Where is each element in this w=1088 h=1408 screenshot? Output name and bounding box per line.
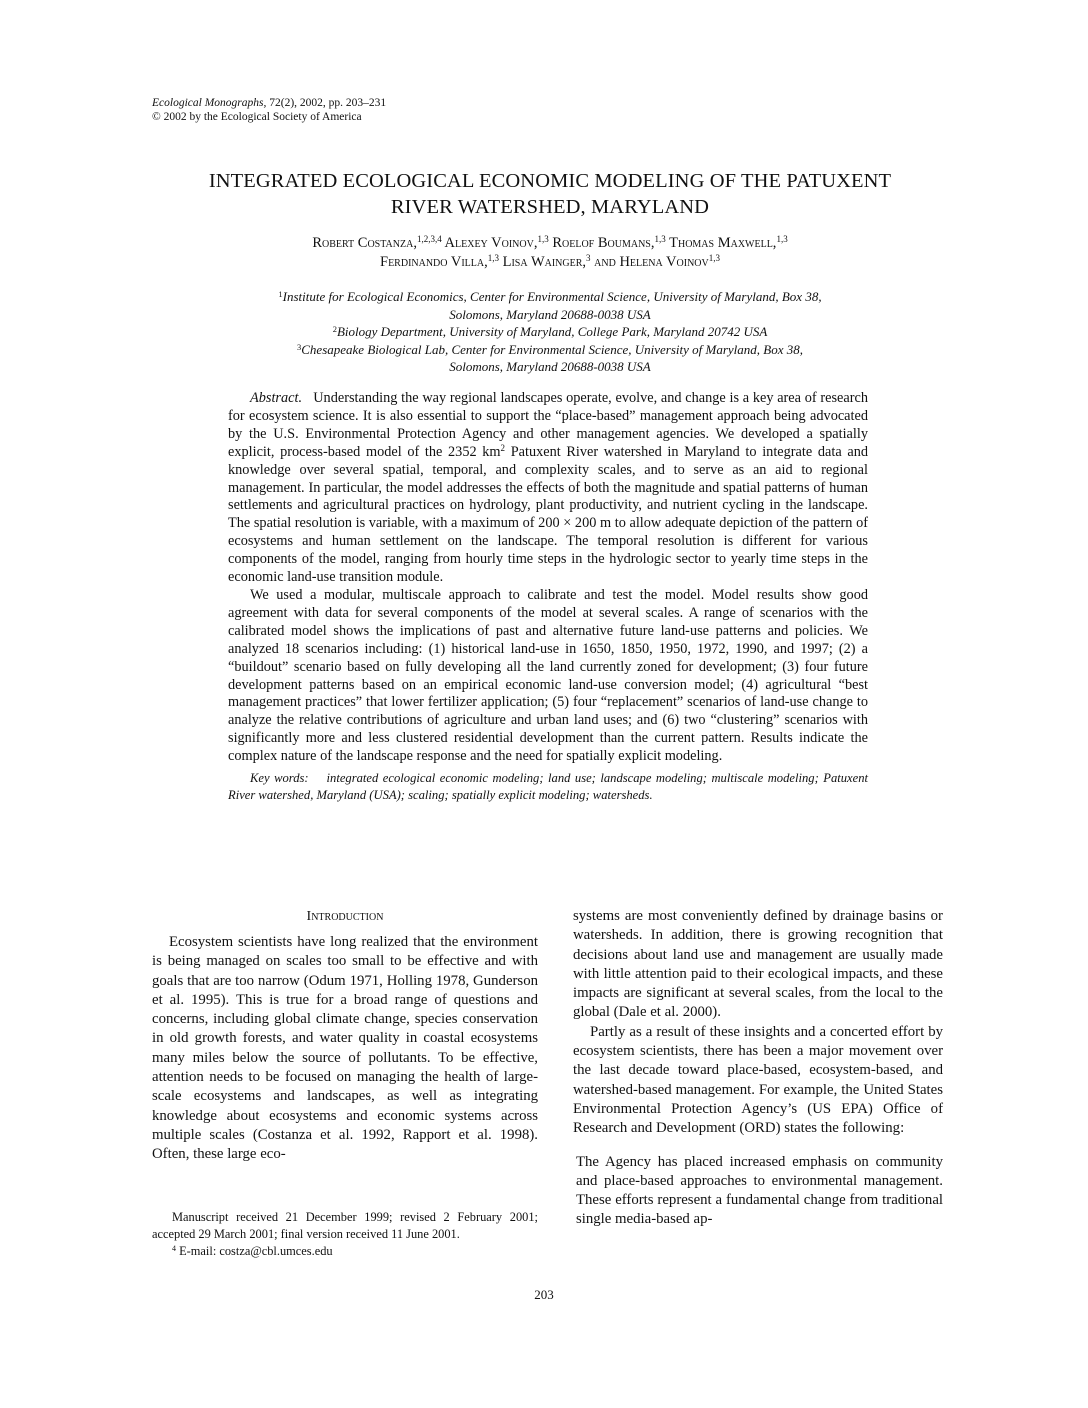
abstract-paragraph-1 [228, 390, 868, 587]
block-quote: The Agency has placed increased emphasis on community and place-based approaches to environmental management. These efforts represent a fundamental change from traditional single media-based ap- [576, 1153, 943, 1228]
journal-citation [152, 96, 386, 110]
keywords [228, 770, 868, 804]
affiliation-marker: 1 [278, 289, 283, 299]
affiliations [140, 288, 960, 376]
journal-details: 72(2), 2002, pp. 203–231 [266, 97, 387, 109]
journal-header [152, 96, 386, 124]
author-name: Ferdinando Villa, [380, 254, 488, 270]
author-name: Robert Costanza, [312, 235, 417, 251]
affiliation-text: Chesapeake Biological Lab, Center for Environmental Science, University of Maryland, Box 38, [301, 341, 803, 357]
keywords-text: integrated ecological economic modeling; land use; landscape modeling; multiscale modeling; Patuxent River watershed, Maryland (USA); scaling; spatially explicit modeling; watersheds. [228, 771, 869, 803]
affiliation-2 [140, 323, 960, 341]
title-line-1: INTEGRATED ECOLOGICAL ECONOMIC MODELING OF THE PATUXENT [208, 170, 892, 192]
footnote-marker: 4 [172, 1244, 176, 1253]
left-column [152, 907, 538, 1165]
body-paragraph: systems are most conveniently defined by drainage basins or watersheds. In addition, there is growing recognition that decisions about land use and management are usually made with little attention paid to their ecological impacts, and these impacts are significant at several scales, from the local to the global (Dale et al. 2000). [573, 908, 943, 1021]
abstract-text: Understanding the way regional landscapes operate, evolve, and change is a key area of research for ecosystem science. It is also essential to support the “place-based” management approach being advocated by the U.S. Environmental Protection Agency and other management agencies. We developed a spatially explicit, process-based model of the 2352 km [228, 390, 868, 460]
author-affil-ref: 3 [586, 253, 591, 263]
affiliation-text: Institute for Ecological Economics, Center for Environmental Science, University of Maryland, Box 38, [282, 289, 822, 304]
keywords-label: Key words: [250, 771, 309, 786]
email-footnote [152, 1243, 538, 1260]
author-name: and Helena Voinov [594, 254, 709, 270]
section-heading-introduction: Introduction [306, 909, 384, 924]
abstract-label: Abstract. [250, 390, 303, 406]
abstract [228, 390, 868, 804]
authors-line-2 [140, 253, 960, 272]
author-affil-ref: 1,3 [776, 234, 788, 244]
author-name: Roelof Boumans, [552, 235, 655, 251]
author-name: Thomas Maxwell, [669, 235, 777, 251]
affiliation-1-cont: Solomons, Maryland 20688-0038 USA [449, 306, 651, 322]
author-list [140, 234, 960, 272]
manuscript-dates: Manuscript received 21 December 1999; revised 2 February 2001; accepted 29 March 2001; final version received 11 June 2001. [152, 1210, 538, 1241]
title-line-2: RIVER WATERSHED, MARYLAND [390, 196, 710, 218]
email-text[interactable]: E-mail: costza@cbl.umces.edu [176, 1244, 333, 1258]
author-affil-ref: 1,3 [654, 234, 666, 244]
author-affil-ref: 1,3 [708, 253, 720, 263]
author-affil-ref: 1,3 [537, 234, 549, 244]
abstract-paragraph-2: We used a modular, multiscale approach to calibrate and test the model. Model results show good agreement with data for several components of the model at several scales. A range of scenarios with the calibrated model shows the implications of past and alternative future land-use patterns and policies. We analyzed 18 scenarios including: (1) historical land-use in 1650, 1850, 1950, 1972, 1990, and 1997; (2) a “buildout” scenario based on fully developing all the land currently zoned for development; (3) four future development patterns based on an empirical economic land-use conversion model; (4) agricultural “best management practices” that lower fertilizer application; (5) four “replacement” scenarios of land-use change to analyze the relative contributions of agriculture and urban land uses; and (6) two “clustering” scenarios with significantly more and less clustered residential development than the current pattern. Results indicate the complex nature of the landscape response and the need for spatially explicit modeling. [228, 586, 868, 765]
page-number: 203 [534, 1287, 554, 1302]
body-paragraph: Partly as a result of these insights and a concerted effort by ecosystem scientists, there has been a major movement over the last decade toward place-based, ecosystem-based, and watershed-based management. For example, the United States Environmental Protection Agency’s (US EPA) Office of Research and Development (ORD) states the following: [573, 1023, 943, 1137]
affiliation-3 [140, 341, 960, 359]
journal-name: Ecological Monographs, [152, 97, 267, 109]
footnotes [152, 1209, 538, 1260]
superscript: 2 [500, 442, 506, 453]
abstract-text: Patuxent River watershed in Maryland to integrate data and knowledge over several spatial, temporal, and complexity scales, and to serve as an aid to regional management. In particular, the model addresses the effects of both the magnitude and spatial patterns of human settlements and agricultural practices on hydrology, plant productivity, and nutrient cycling in the landscape. The spatial resolution is variable, with a maximum of 200 × 200 m to allow adequate depiction of the pattern of ecosystems and human settlement on the landscape. The temporal resolution is different for various components of the model, ranging from hourly time steps in the hydrologic sector to yearly time steps in the economic land-use transition module. [228, 443, 868, 586]
copyright-line: © 2002 by the Ecological Society of America [152, 111, 362, 123]
affiliation-3-cont: Solomons, Maryland 20688-0038 USA [449, 359, 651, 375]
body-paragraph: Ecosystem scientists have long realized that the environment is being managed on scales too small to be effective and with goals that are too narrow (Odum 1971, Holling 1978, Gunderson et al. 1995). This is true for a broad range of questions and concerns, including global climate change, species conservation in old growth forests, and water quality in coastal ecosystems many miles below the source of pollutants. To be effective, attention needs to be focused on managing the health of large-scale ecosystems and landscapes, as well as integrating knowledge about ecosystems and economic systems across multiple scales (Costanza et al. 1992, Rapport et al. 1998). Often, these large eco- [152, 934, 538, 1163]
affiliation-text: Biology Department, University of Maryland, College Park, Maryland 20742 USA [336, 324, 768, 340]
author-affil-ref: 1,3 [487, 253, 499, 263]
author-name: Lisa Wainger, [502, 254, 587, 270]
author-affil-ref: 1,2,3,4 [416, 234, 442, 244]
author-name: Alexey Voinov, [444, 235, 538, 251]
right-column [573, 907, 943, 1230]
authors-line-1 [140, 234, 960, 253]
affiliation-marker: 3 [297, 341, 302, 352]
affiliation-marker: 2 [332, 324, 337, 335]
affiliation-1 [140, 288, 960, 306]
paper-title [140, 168, 960, 220]
